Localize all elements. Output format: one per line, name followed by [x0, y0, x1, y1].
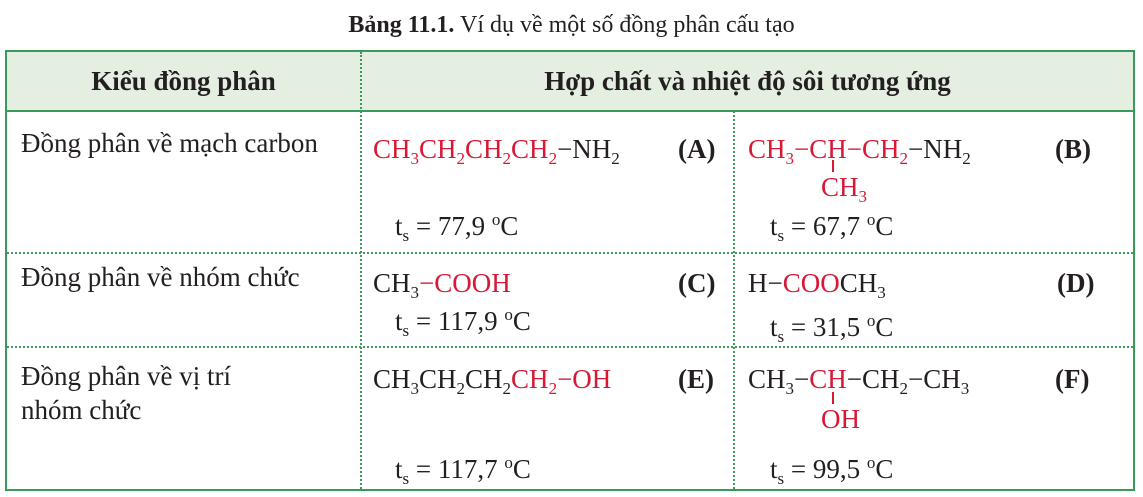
boiling-point-C: $t_s = 117,9$ $^o$C [395, 305, 531, 340]
row-type-carbon-chain: Đồng phân về mạch carbon [21, 128, 318, 158]
tag-A: (A) [678, 134, 716, 164]
formula-B: $CH_3-CH-CH_2-NH_2$ [748, 134, 971, 168]
formula-F: $CH_3-CH-CH_2-CH_3$ [748, 364, 970, 398]
formula-D: $H-COOCH_3$ [748, 268, 886, 302]
boiling-point-A: $t_s = 77,9$ $^o$C [395, 210, 519, 245]
formula-A: $CH_3CH_2CH_2CH_2-NH_2$ [373, 134, 620, 168]
column-divider-2 [733, 111, 735, 489]
tag-D: (D) [1057, 268, 1095, 298]
isomer-table [5, 50, 1135, 491]
row-type-position-line1: Đồng phân về vị trí [21, 361, 231, 391]
boiling-point-B: $t_s = 67,7$ $^o$C [770, 210, 894, 245]
temp-value-B: 67,7 [812, 211, 861, 241]
branch-F-oh: OH [821, 404, 860, 434]
temp-value-D: 31,5 [812, 312, 861, 342]
column-divider-1 [360, 52, 362, 489]
row-type-position-line2: nhóm chức [21, 395, 142, 425]
temp-value-E: 117,7 [437, 454, 498, 484]
temp-value-C: 117,9 [437, 306, 498, 336]
header-isomer-type: Kiểu đồng phân [91, 66, 276, 96]
branch-bond-F [832, 392, 834, 404]
boiling-point-E: $t_s = 117,7$ $^o$C [395, 453, 531, 488]
caption-label: Bảng 11.1. [348, 12, 455, 38]
tag-C: (C) [678, 268, 716, 298]
temp-value-F: 99,5 [812, 454, 861, 484]
row-type-functional-group: Đồng phân về nhóm chức [21, 262, 300, 292]
header-compounds: Hợp chất và nhiệt độ sôi tương ứng [544, 66, 951, 96]
table-caption [0, 10, 1143, 40]
tag-E: (E) [678, 364, 714, 394]
tag-F: (F) [1055, 364, 1090, 394]
boiling-point-F: $t_s = 99,5$ $^o$C [770, 453, 894, 488]
branch-bond-B [832, 160, 834, 172]
branch-B-ch3: $CH_3$ [821, 172, 868, 206]
caption-text: Ví dụ về một số đồng phân cấu tạo [454, 12, 795, 38]
formula-E: $CH_3CH_2CH_2CH_2-OH$ [373, 364, 612, 398]
boiling-point-D: $t_s = 31,5$ $^o$C [770, 311, 894, 346]
formula-C: $CH_3-COOH$ [373, 268, 511, 302]
row-divider-2 [7, 346, 1133, 348]
header-divider [7, 110, 1133, 112]
tag-B: (B) [1055, 134, 1091, 164]
temp-value-A: 77,9 [437, 211, 486, 241]
row-divider-1 [7, 252, 1133, 254]
